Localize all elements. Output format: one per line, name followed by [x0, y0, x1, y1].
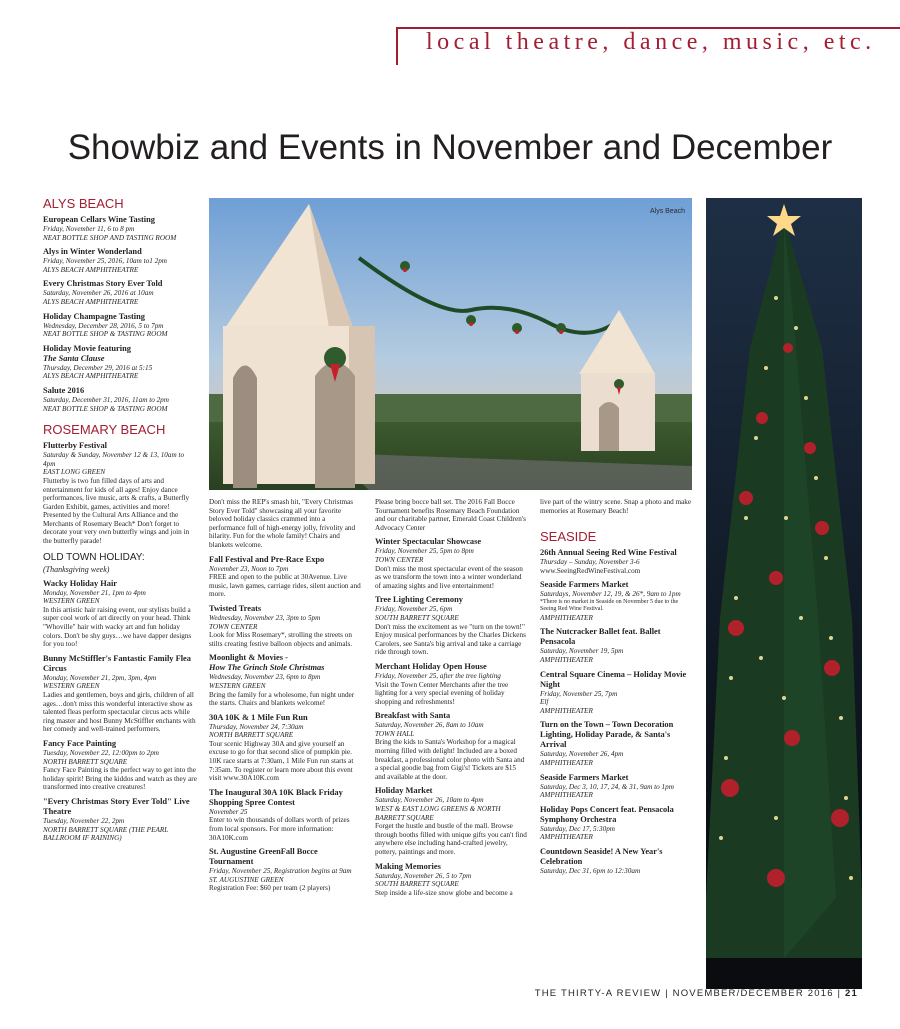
memories-description: live part of the wintry scene. Snap a photo and make memories at Rosemary Beach!: [540, 498, 692, 515]
event-flea-circus: [43, 654, 198, 734]
rep-description: Don't miss the REP's smash hit, "Every Christmas Story Ever Told" showcasing all your favorite beloved holiday classics crammed into a performance full of high-energy jolly, frivolity and hilarity. Fun for the whole family! Chairs and blankets welcome.: [209, 498, 356, 549]
event-description: Don't miss the excitement as we "turn on the town!" Enjoy musical performances by the Charles Dickens Carolers, see Santa's big arrival and take a carriage ride through town.: [375, 622, 526, 657]
event-date: Saturdays, November 12, 19, & 26*, 9am to 1pm: [540, 590, 681, 599]
event-venue: NEAT BOTTLE SHOP AND TASTING ROOM: [43, 233, 177, 242]
event-title: Wacky Holiday Hair: [43, 578, 117, 588]
event-date: Saturday, November 26, 8am to 10am: [375, 721, 484, 730]
event-description: Look for Miss Rosemary*, strolling the streets on stilts creating festive balloon objects and animals.: [209, 631, 353, 648]
photo-caption: Alys Beach: [649, 208, 685, 215]
event-date: Wednesday, November 23, 6pm to 8pm: [209, 673, 321, 682]
event-date: Friday, November 25, 7pm: [540, 689, 618, 698]
event-venue: NORTH BARRETT SQUARE: [43, 757, 128, 766]
event-bocce: [209, 847, 361, 893]
event-pops-concert: [540, 805, 692, 842]
column-seaside: [540, 498, 692, 881]
event-title: Holiday Champagne Tasting: [43, 311, 145, 321]
event-venue: AMPHITHEATER: [540, 655, 593, 664]
event-venue: NEAT BOTTLE SHOP & TASTING ROOM: [43, 404, 168, 413]
event-breakfast-santa: [375, 711, 527, 781]
event-film-title: The Santa Clause: [43, 353, 105, 363]
event-description: Ladies and gentlemen, boys and girls, children of all ages…don't miss this wonderful interactive show as talented fleas perform spectacular circus acts while ring master and host Bunny McStiffler enchants with her comedy and well-trained performers.: [43, 691, 196, 734]
event-film-title: How The Grinch Stole Christmas: [209, 663, 325, 673]
event-title: Bunny McStiffler's Fantastic Family Flea Circus: [43, 653, 191, 673]
section-header: local theatre, dance, music, etc.: [426, 29, 876, 55]
event-title: Holiday Movie featuring: [43, 343, 131, 353]
event-description: Tour scenic Highway 30A and give yourself an excuse to go for that second slice of pumpkin pie. 10K race starts at 7:30am, 1 Mile Fun run starts at 7:35am. To register or learn more about this event visit www.30A10K.com: [209, 739, 354, 783]
event-date: Tuesday, November 22, 2pm: [43, 816, 125, 825]
event-winter-spectacular: [375, 537, 527, 590]
event-date: Saturday, November 26, 2016 at 10am: [43, 289, 154, 298]
event-date: Monday, November 21, 1pm to 4pm: [43, 588, 146, 597]
event-turn-on-town: [540, 720, 692, 767]
event-title: Making Memories: [375, 861, 441, 871]
event-title: Flutterby Festival: [43, 441, 107, 451]
event-description: Visit the Town Center Merchants after the tree lighting for a very special evening of holiday shopping and refreshments!: [375, 680, 509, 706]
event-title: Central Square Cinema – Holiday Movie Night: [540, 669, 687, 689]
event-venue: AMPHITHEATER: [540, 613, 593, 622]
event-venue: AMPHITHEATER: [540, 758, 593, 767]
event-countdown: [540, 847, 692, 876]
event-title: European Cellars Wine Tasting: [43, 215, 155, 224]
event-title: Fall Festival and Pre-Race Expo: [209, 554, 325, 564]
event-description: Don't miss the most spectacular event of the season as we transform the town into a winter wonderland of amazing sights and live entertainment!: [375, 564, 523, 590]
event-live-theatre: [43, 797, 198, 843]
event-title: Holiday Pops Concert feat. Pensacola Symphony Orchestra: [540, 804, 674, 824]
event-venue: SOUTH BARRETT SQUARE: [375, 880, 459, 889]
event-holiday-movie: [43, 344, 198, 381]
event-description: Fancy Face Painting is the perfect way to get into the holiday spirit! Bring the kiddos and watch as they are transformed into creative creatures!: [43, 766, 197, 792]
event-venue: ALYS BEACH AMPHITHEATRE: [43, 265, 139, 274]
event-title: Salute 2016: [43, 385, 85, 395]
event-date: Thursday – Sunday, November 3-6: [540, 558, 640, 567]
event-description: Flutterby is two fun filled days of arts and entertainment for kids of all ages! Enjoy dance performances, live music, arts & crafts, a Butterfly Garden Exhibit, games, activities and more! Presented by the Cultural Arts Alliance and the Merchants of Rosemary Beach* Don't forget to decorate your very own butterfly wings and join in the butterfly parade!: [43, 476, 190, 546]
event-date: Friday, November 25, 5pm to 8pm: [375, 547, 474, 556]
event-title: Breakfast with Santa: [375, 711, 451, 721]
event-venue: AMPHITHEATER: [540, 706, 593, 715]
event-winter-wonderland: [43, 247, 198, 274]
event-date: Wednesday, November 23, 3pm to 5pm: [209, 613, 321, 622]
event-date: Saturday, Dec 17, 5:30pm: [540, 824, 615, 833]
event-title: Seaside Farmers Market: [540, 580, 629, 590]
event-date: Tuesday, November 22, 12:00pm to 2pm: [43, 748, 159, 757]
bocce-description: Please bring bocce ball set. The 2016 Fall Bocce Tournament benefits Rosemary Beach Foundation and our charitable partner, Emerald Coast Children's Advocacy Center: [375, 498, 526, 532]
event-venue: TOWN CENTER: [209, 622, 258, 631]
event-wacky-hair: [43, 579, 198, 649]
column-rosemary-2: [209, 498, 361, 898]
event-date: Thursday, November 24, 7:30am: [209, 722, 304, 731]
event-date: November 23, Noon to 7pm: [209, 564, 289, 573]
event-venue: AMPHITHEATER: [540, 833, 593, 842]
event-date: Saturday, Dec 3, 10, 17, 24, & 31, 9am to 1pm: [540, 782, 674, 791]
event-description: Bring the kids to Santa's Workshop for a magical morning filled with delight! Included are a boxed breakfast, a professional color photo with Santa and a special goodie bag from Gigi's! Tickets are $15 and available at the door.: [375, 738, 525, 781]
event-date: Wednesday, December 28, 2016, 5 to 7pm: [43, 321, 164, 330]
event-venue: ALYS BEACH AMPHITHEATRE: [43, 372, 139, 381]
event-venue: NORTH BARRETT SQUARE: [209, 731, 294, 740]
event-venue: ST. AUGUSTINE GREEN: [209, 875, 284, 884]
event-title: Alys in Winter Wonderland: [43, 247, 142, 257]
event-venue: NEAT BOTTLE SHOP & TASTING ROOM: [43, 330, 168, 339]
rosemary-beach-heading: ROSEMARY BEACH: [43, 422, 166, 438]
event-note: *There is no market in Seaside on November 5 due to the Seeing Red Wine Festival.: [540, 598, 679, 613]
event-farmers-market-dec: [540, 773, 692, 800]
event-description: In this artistic hair raising event, our stylists build a super cool work of art directly on your head. Think "Whoville" hair with wacky art and fun holiday colors. Don't be shy guys…we have dapper designs for you too!: [43, 605, 192, 649]
event-title: Tree Lighting Ceremony: [375, 595, 463, 605]
event-date: Saturday, November 26, 4pm: [540, 750, 624, 759]
event-title: Fancy Face Painting: [43, 738, 117, 748]
event-date: Saturday, November 19, 5pm: [540, 647, 624, 656]
event-venue: TOWN HALL: [375, 729, 415, 738]
event-title: Merchant Holiday Open House: [375, 661, 487, 671]
event-face-painting: [43, 739, 198, 792]
event-title: Twisted Treats: [209, 603, 262, 613]
page-title: Showbiz and Events in November and December: [67, 128, 833, 167]
event-date: Friday, November 25, 6pm: [375, 605, 453, 614]
event-tree-lighting: [375, 595, 527, 657]
event-title: St. Augustine GreenFall Bocce Tournament: [209, 847, 318, 867]
event-date: Friday, November 25, 2016, 10am to1 2pm: [43, 257, 167, 266]
event-title: Countdown Seaside! A New Year's Celebration: [540, 846, 663, 866]
event-date: November 25: [209, 807, 248, 816]
christmas-tree-scene: [706, 198, 862, 989]
event-venue: WEST & EAST LONG GREENS & NORTH BARRETT SQUARE: [375, 805, 501, 822]
event-description: Enter to win thousands of dollars worth of prizes from local sponsors. For more information: 30A10K.com: [209, 816, 350, 842]
event-holiday-market: [375, 786, 527, 856]
column-rosemary-3: [375, 498, 527, 902]
event-title: Winter Spectacular Showcase: [375, 537, 482, 547]
event-description: Bring the family for a wholesome, fun night under the starts. Chairs and blankets welcome!: [209, 690, 355, 708]
footer-publication: THE THIRTY-A REVIEW | NOVEMBER/DECEMBER 2016 |: [534, 988, 842, 999]
alys-beach-photo: [209, 198, 692, 490]
event-date: Saturday, November 26, 10am to 4pm: [375, 796, 484, 805]
event-description: Step inside a life-size snow globe and become a: [375, 888, 513, 897]
alys-beach-heading: ALYS BEACH: [43, 196, 124, 211]
event-black-friday: [209, 788, 361, 842]
event-title: "Every Christmas Story Ever Told" Live Theatre: [43, 796, 190, 816]
old-town-subheading: (Thanksgiving week): [43, 564, 110, 574]
event-title: Holiday Market: [375, 786, 433, 796]
old-town-heading: OLD TOWN HOLIDAY:: [43, 551, 145, 563]
event-date: Monday, November 21, 2pm, 3pm, 4pm: [43, 673, 157, 682]
event-salute: [43, 386, 198, 413]
event-wine-festival: [540, 548, 692, 575]
event-title: Moonlight & Movies -: [209, 653, 288, 663]
alys-beach-scene: [209, 198, 692, 490]
event-open-house: [375, 662, 527, 706]
event-fun-run: [209, 713, 361, 783]
event-venue: TOWN CENTER: [375, 555, 424, 564]
event-film: Elf: [540, 698, 549, 707]
event-date: Thursday, December 29, 2016 at 5:15: [43, 363, 153, 372]
event-date: Saturday, November 26, 5 to 7pm: [375, 871, 472, 880]
event-title: The Inaugural 30A 10K Black Friday Shopping Spree Contest: [209, 787, 343, 807]
event-title: Seaside Farmers Market: [540, 772, 629, 782]
event-venue: NORTH BARRETT SQUARE (THE PEARL BALLROOM IF RAINING): [43, 825, 169, 843]
event-farmers-market-nov: [540, 580, 692, 622]
event-title: 26th Annual Seeing Red Wine Festival: [540, 548, 677, 558]
column-alys-rosemary: [43, 196, 198, 848]
event-date: Friday, November 25, Registration begins at 9am: [209, 867, 352, 876]
page-footer: [535, 988, 858, 999]
event-flutterby: [43, 441, 198, 546]
event-date: Friday, November 25, after the tree lighting: [375, 671, 501, 680]
event-url: www.SeeingRedWineFestival.com: [540, 566, 641, 575]
event-wine-tasting: [43, 215, 198, 242]
event-christmas-story: [43, 279, 198, 306]
event-nutcracker: [540, 627, 692, 664]
event-description: FREE and open to the public at 30Avenue. Live music, lawn games, carriage rides, silent auction and more.: [209, 573, 361, 599]
event-title: The Nutcracker Ballet feat. Ballet Pensacola: [540, 627, 661, 647]
event-venue: WESTERN GREEN: [209, 681, 266, 690]
event-venue: EAST LONG GREEN: [43, 468, 106, 477]
event-fall-festival: [209, 555, 361, 599]
seaside-heading: SEASIDE: [540, 529, 597, 545]
event-title: Every Christmas Story Ever Told: [43, 279, 163, 289]
event-venue: WESTERN GREEN: [43, 682, 100, 691]
event-moonlight-movies: [209, 653, 361, 707]
event-venue: SOUTH BARRETT SQUARE: [375, 613, 459, 622]
event-twisted-treats: [209, 604, 361, 648]
event-date: Saturday, Dec 31, 6pm to 12:30am: [540, 866, 641, 875]
page-number: 21: [845, 988, 858, 999]
christmas-tree-photo: [706, 198, 862, 989]
event-making-memories: [375, 862, 527, 898]
event-champagne: [43, 312, 198, 339]
event-title: Turn on the Town – Town Decoration Lighting, Holiday Parade, & Santa's Arrival: [540, 720, 674, 750]
event-venue: AMPHITHEATER: [540, 791, 593, 800]
event-venue: ALYS BEACH AMPHITHEATRE: [43, 297, 139, 306]
event-date: Saturday, December 31, 2016, 11am to 2pm: [43, 395, 169, 404]
event-venue: WESTERN GREEN: [43, 597, 100, 606]
event-cinema: [540, 670, 692, 716]
event-date: Friday, November 11, 6 to 8 pm: [43, 225, 135, 233]
event-description: Forget the hustle and bustle of the mall. Browse through booths filled with unique gifts you can't find anywhere else including hand-crafted jewelry, pottery, paintings and more.: [375, 822, 527, 856]
event-title: 30A 10K & 1 Mile Fun Run: [209, 712, 308, 722]
event-date: Saturday & Sunday, November 12 & 13, 10am to 4pm: [43, 451, 185, 468]
event-description: Registration Fee: $60 per team (2 players): [209, 884, 331, 893]
